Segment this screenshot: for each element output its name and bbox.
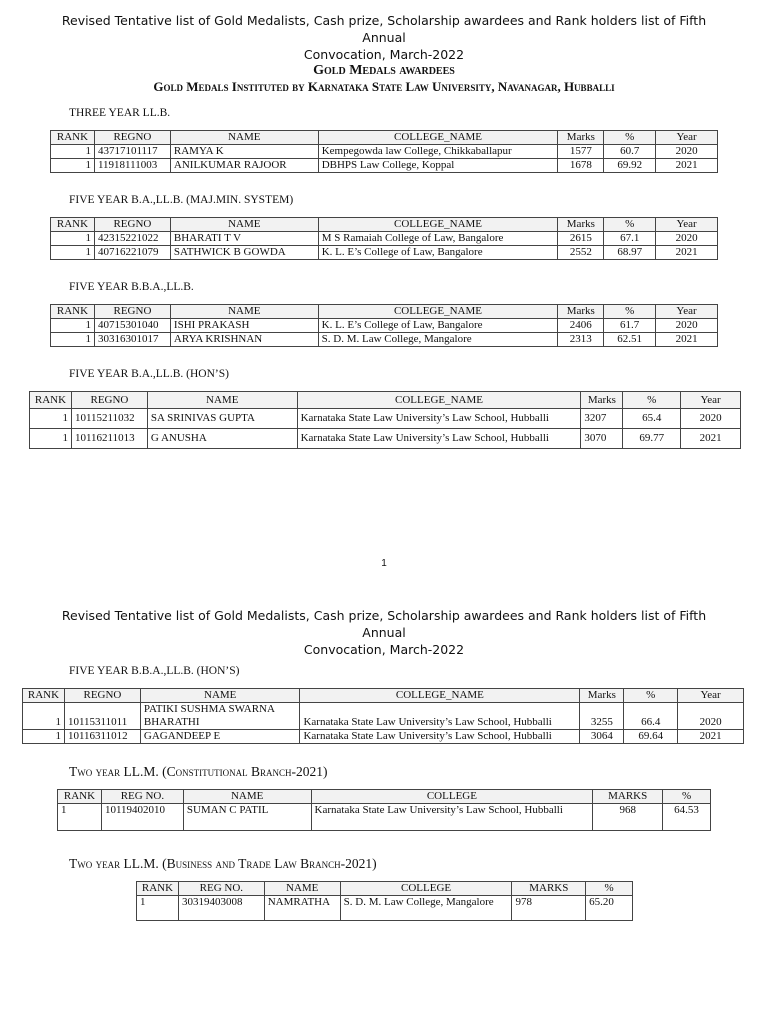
table-row	[30, 429, 741, 449]
cell-regno: 30316301017	[94, 333, 170, 347]
cell-college: K. L. E’s College of Law, Bangalore	[318, 319, 558, 333]
cell-college: K. L. E’s College of Law, Bangalore	[318, 246, 558, 260]
cell-name: ISHI PRAKASH	[170, 319, 318, 333]
header-regno: REGNO	[64, 689, 140, 703]
document-title	[40, 12, 728, 63]
cell-college: S. D. M. Law College, Mangalore	[318, 333, 558, 347]
cell-name: SUMAN C PATIL	[183, 804, 311, 831]
table-row	[51, 145, 718, 159]
title-line-1: Revised Tentative list of Gold Medalists, Cash prize, Scholarship awardees and Rank holders list of Fifth Annual	[61, 608, 707, 640]
header-marks: Marks	[558, 218, 604, 232]
header-college: COLLEGE_NAME	[297, 392, 581, 409]
cell-regno: 30319403008	[178, 896, 264, 921]
cell-name: RAMYA K	[170, 145, 318, 159]
cell-marks: 3064	[580, 730, 624, 744]
table-row	[23, 730, 744, 744]
table-row	[51, 159, 718, 173]
section-title-five-year-bba-llb-hons: FIVE YEAR B.B.A.,LL.B. (HON’S)	[69, 665, 240, 677]
table-llm-business-trade	[136, 881, 633, 921]
table-five-year-ba-llb-hons	[29, 391, 741, 449]
cell-name: ARYA KRISHNAN	[170, 333, 318, 347]
header-name: NAME	[183, 790, 311, 804]
cell-rank: 1	[51, 159, 95, 173]
cell-year: 2021	[656, 159, 718, 173]
header-college: COLLEGE_NAME	[318, 305, 558, 319]
table-row	[51, 232, 718, 246]
section-title-llm-constitutional: Two year LL.M. (Constitutional Branch-2021)	[69, 764, 328, 779]
cell-college: Karnataka State Law University’s Law School, Hubballi	[311, 804, 593, 831]
table-row	[30, 409, 741, 429]
cell-year: 2020	[656, 232, 718, 246]
header-college: COLLEGE_NAME	[318, 131, 558, 145]
cell-rank: 1	[51, 333, 95, 347]
title-line-2: Convocation, March-2022	[303, 47, 465, 62]
section-title-llm-business-trade: Two year LL.M. (Business and Trade Law Branch-2021)	[69, 856, 377, 871]
cell-college: S. D. M. Law College, Mangalore	[340, 896, 512, 921]
cell-marks: 978	[512, 896, 586, 921]
cell-rank: 1	[51, 145, 95, 159]
header-regno: REGNO	[94, 218, 170, 232]
table-row	[51, 319, 718, 333]
cell-name: SA SRINIVAS GUPTA	[147, 409, 297, 429]
cell-year: 2020	[656, 145, 718, 159]
table-three-year-llb	[50, 130, 718, 173]
header-year: Year	[656, 131, 718, 145]
cell-rank: 1	[51, 246, 95, 260]
cell-regno: 40715301040	[94, 319, 170, 333]
header-percent: %	[604, 305, 656, 319]
cell-regno: 10116311012	[64, 730, 140, 744]
cell-percent: 65.20	[586, 896, 633, 921]
page-2	[0, 600, 768, 1024]
header-marks: Marks	[558, 131, 604, 145]
cell-regno: 10119402010	[101, 804, 183, 831]
section-title-five-year-ba-llb-majmin: FIVE YEAR B.A.,LL.B. (MAJ.MIN. SYSTEM)	[69, 194, 294, 206]
table-five-year-bba-llb	[50, 304, 718, 347]
cell-marks: 2406	[558, 319, 604, 333]
table-row	[51, 333, 718, 347]
header-percent: %	[624, 689, 678, 703]
title-line-1: Revised Tentative list of Gold Medalists, Cash prize, Scholarship awardees and Rank holders list of Fifth Annual	[61, 13, 707, 45]
header-year: Year	[681, 392, 741, 409]
cell-rank: 1	[23, 730, 65, 744]
cell-marks: 1577	[558, 145, 604, 159]
header-name: NAME	[264, 882, 340, 896]
cell-regno: 42315221022	[94, 232, 170, 246]
cell-regno: 40716221079	[94, 246, 170, 260]
cell-rank: 1	[137, 896, 179, 921]
cell-college: M S Ramaiah College of Law, Bangalore	[318, 232, 558, 246]
cell-college: Karnataka State Law University’s Law School, Hubballi	[297, 409, 581, 429]
cell-name: ANILKUMAR RAJOOR	[170, 159, 318, 173]
cell-marks: 2615	[558, 232, 604, 246]
header-college: COLLEGE_NAME	[300, 689, 580, 703]
cell-rank: 1	[51, 232, 95, 246]
header-percent: %	[604, 131, 656, 145]
header-percent: %	[623, 392, 681, 409]
header-marks: MARKS	[593, 790, 663, 804]
cell-percent: 61.7	[604, 319, 656, 333]
cell-regno: 11918111003	[94, 159, 170, 173]
instituted-heading: Gold Medals Instituted by Karnataka State Law University, Navanagar, Hubballi	[153, 79, 615, 94]
table-row	[23, 703, 744, 730]
header-name: NAME	[170, 218, 318, 232]
header-rank: RANK	[51, 218, 95, 232]
cell-rank: 1	[30, 429, 72, 449]
cell-year: 2021	[656, 333, 718, 347]
cell-marks: 2313	[558, 333, 604, 347]
cell-percent: 69.64	[624, 730, 678, 744]
header-marks: Marks	[580, 689, 624, 703]
cell-name: G ANUSHA	[147, 429, 297, 449]
cell-percent: 69.92	[604, 159, 656, 173]
cell-year: 2021	[678, 730, 744, 744]
cell-percent: 62.51	[604, 333, 656, 347]
section-title-three-year-llb: THREE YEAR LL.B.	[69, 107, 171, 119]
cell-rank: 1	[51, 319, 95, 333]
cell-year: 2020	[678, 703, 744, 730]
header-rank: RANK	[137, 882, 179, 896]
header-marks: Marks	[558, 305, 604, 319]
cell-regno: 10115211032	[71, 409, 147, 429]
header-college: COLLEGE	[340, 882, 512, 896]
cell-name: NAMRATHA	[264, 896, 340, 921]
cell-year: 2021	[681, 429, 741, 449]
header-regno: REGNO	[71, 392, 147, 409]
cell-percent: 65.4	[623, 409, 681, 429]
cell-regno: 10115311011	[64, 703, 140, 730]
table-five-year-bba-llb-hons	[22, 688, 744, 744]
cell-college: Kempegowda law College, Chikkaballapur	[318, 145, 558, 159]
cell-marks: 3255	[580, 703, 624, 730]
cell-rank: 1	[23, 703, 65, 730]
cell-regno: 43717101117	[94, 145, 170, 159]
header-regno: REG NO.	[178, 882, 264, 896]
header-rank: RANK	[30, 392, 72, 409]
header-name: NAME	[140, 689, 300, 703]
cell-marks: 3070	[581, 429, 623, 449]
header-marks: MARKS	[512, 882, 586, 896]
header-year: Year	[656, 305, 718, 319]
header-percent: %	[604, 218, 656, 232]
cell-name: GAGANDEEP E	[140, 730, 300, 744]
header-regno: REGNO	[94, 131, 170, 145]
cell-marks: 1678	[558, 159, 604, 173]
section-title-five-year-bba-llb: FIVE YEAR B.B.A.,LL.B.	[69, 281, 194, 293]
header-rank: RANK	[51, 305, 95, 319]
header-name: NAME	[147, 392, 297, 409]
cell-percent: 64.53	[663, 804, 711, 831]
cell-year: 2021	[656, 246, 718, 260]
title-line-2: Convocation, March-2022	[303, 642, 465, 657]
cell-college: Karnataka State Law University’s Law School, Hubballi	[300, 730, 580, 744]
header-regno: REGNO	[94, 305, 170, 319]
table-five-year-ba-llb-majmin	[50, 217, 718, 260]
header-marks: Marks	[581, 392, 623, 409]
header-percent: %	[586, 882, 633, 896]
cell-percent: 69.77	[623, 429, 681, 449]
document-title	[40, 607, 728, 658]
cell-college: DBHPS Law College, Koppal	[318, 159, 558, 173]
header-college: COLLEGE	[311, 790, 593, 804]
page-number: 1	[381, 558, 387, 569]
table-row	[137, 896, 633, 921]
section-title-five-year-ba-llb-hons: FIVE YEAR B.A.,LL.B. (HON’S)	[69, 368, 229, 380]
header-year: Year	[678, 689, 744, 703]
cell-marks: 3207	[581, 409, 623, 429]
cell-year: 2020	[656, 319, 718, 333]
table-row	[51, 246, 718, 260]
header-rank: RANK	[23, 689, 65, 703]
table-row	[58, 804, 711, 831]
cell-regno: 10116211013	[71, 429, 147, 449]
header-rank: RANK	[51, 131, 95, 145]
cell-percent: 68.97	[604, 246, 656, 260]
cell-name: BHARATI T V	[170, 232, 318, 246]
cell-percent: 67.1	[604, 232, 656, 246]
cell-year: 2020	[681, 409, 741, 429]
table-llm-constitutional	[57, 789, 711, 831]
cell-marks: 2552	[558, 246, 604, 260]
header-regno: REG NO.	[101, 790, 183, 804]
header-name: NAME	[170, 131, 318, 145]
cell-percent: 60.7	[604, 145, 656, 159]
header-percent: %	[663, 790, 711, 804]
gold-medals-heading: Gold Medals awardees	[313, 63, 455, 78]
header-rank: RANK	[58, 790, 102, 804]
cell-marks: 968	[593, 804, 663, 831]
header-name: NAME	[170, 305, 318, 319]
cell-rank: 1	[30, 409, 72, 429]
header-year: Year	[656, 218, 718, 232]
cell-college: Karnataka State Law University’s Law School, Hubballi	[297, 429, 581, 449]
cell-name: PATIKI SUSHMA SWARNA BHARATHI	[140, 703, 300, 730]
cell-percent: 66.4	[624, 703, 678, 730]
cell-name: SATHWICK B GOWDA	[170, 246, 318, 260]
header-college: COLLEGE_NAME	[318, 218, 558, 232]
cell-college: Karnataka State Law University’s Law School, Hubballi	[300, 703, 580, 730]
cell-rank: 1	[58, 804, 102, 831]
